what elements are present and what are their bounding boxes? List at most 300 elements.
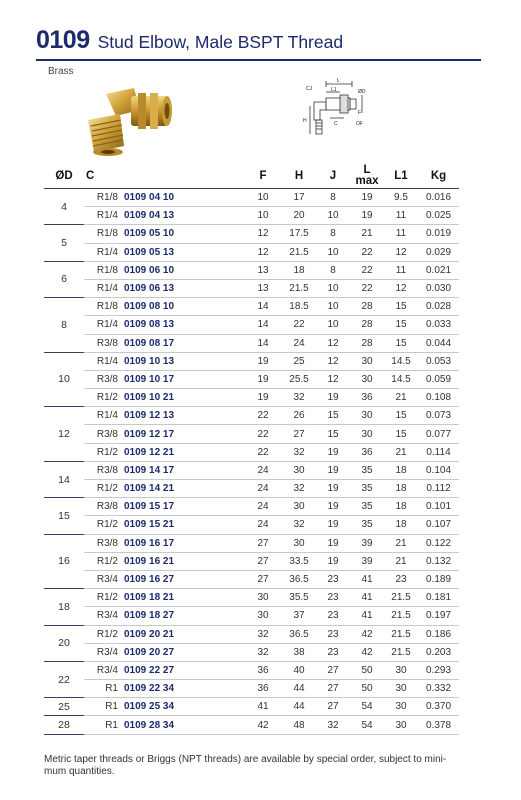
cell-l1: 30 (384, 716, 418, 734)
cell-f: 22 (244, 407, 282, 425)
cell-j: 19 (316, 498, 350, 516)
cell-c: R1/4 (84, 279, 124, 297)
page-header (36, 26, 343, 55)
cell-j: 12 (316, 334, 350, 352)
cell-article: 0109 15 21 (124, 516, 244, 534)
cell-c: R1 (84, 716, 124, 734)
cell-j: 27 (316, 680, 350, 698)
cell-c: R1/2 (84, 389, 124, 407)
cell-j: 27 (316, 661, 350, 679)
cell-article: 0109 10 17 (124, 370, 244, 388)
cell-kg: 0.293 (418, 661, 459, 679)
cell-j: 19 (316, 516, 350, 534)
cell-article: 0109 28 34 (124, 716, 244, 734)
cell-kg: 0.181 (418, 589, 459, 607)
product-title: Stud Elbow, Male BSPT Thread (97, 32, 344, 52)
cell-article: 0109 04 13 (124, 207, 244, 225)
cell-od: 6 (44, 261, 84, 297)
cell-h: 40 (282, 661, 316, 679)
cell-l1: 30 (384, 661, 418, 679)
cell-l-max: 39 (350, 534, 384, 552)
cell-l1: 18 (384, 516, 418, 534)
cell-h: 30 (282, 498, 316, 516)
table-row (44, 261, 459, 279)
cell-j: 12 (316, 370, 350, 388)
cell-l1: 23 (384, 570, 418, 588)
cell-c: R1 (84, 680, 124, 698)
cell-c: R1/8 (84, 189, 124, 207)
cell-l1: 30 (384, 698, 418, 716)
cell-od: 8 (44, 298, 84, 353)
cell-f: 36 (244, 661, 282, 679)
cell-f: 36 (244, 680, 282, 698)
technical-drawing (286, 76, 376, 146)
cell-od: 10 (44, 352, 84, 407)
cell-l1: 21 (384, 534, 418, 552)
table-row (44, 570, 459, 588)
table-row (44, 370, 459, 388)
cell-article: 0109 15 17 (124, 498, 244, 516)
cell-f: 24 (244, 498, 282, 516)
cell-l-max: 22 (350, 243, 384, 261)
cell-f: 42 (244, 716, 282, 734)
cell-od: 14 (44, 461, 84, 497)
col-kg: Kg (418, 164, 459, 189)
cell-l-max: 21 (350, 225, 384, 243)
cell-f: 10 (244, 189, 282, 207)
cell-h: 33.5 (282, 552, 316, 570)
cell-j: 10 (316, 207, 350, 225)
cell-c: R3/8 (84, 534, 124, 552)
cell-c: R1 (84, 698, 124, 716)
cell-l-max: 22 (350, 261, 384, 279)
cell-f: 30 (244, 607, 282, 625)
cell-c: R3/4 (84, 643, 124, 661)
cell-l1: 11 (384, 225, 418, 243)
cell-c: R3/8 (84, 370, 124, 388)
cell-l1: 15 (384, 334, 418, 352)
col-h: H (282, 164, 316, 189)
cell-c: R3/4 (84, 607, 124, 625)
cell-article: 0109 20 21 (124, 625, 244, 643)
cell-j: 23 (316, 625, 350, 643)
cell-f: 30 (244, 589, 282, 607)
cell-kg: 0.107 (418, 516, 459, 534)
table-row (44, 352, 459, 370)
table-row (44, 680, 459, 698)
dim-C: C (334, 121, 338, 127)
cell-c: R1/2 (84, 516, 124, 534)
cell-c: R1/2 (84, 443, 124, 461)
cell-h: 30 (282, 534, 316, 552)
cell-kg: 0.189 (418, 570, 459, 588)
cell-article: 0109 16 17 (124, 534, 244, 552)
cell-h: 48 (282, 716, 316, 734)
cell-l-max: 19 (350, 207, 384, 225)
cell-article: 0109 18 27 (124, 607, 244, 625)
cell-j: 8 (316, 261, 350, 279)
col-c: C (84, 164, 124, 189)
dim-L: L (337, 78, 340, 84)
cell-h: 37 (282, 607, 316, 625)
cell-j: 10 (316, 298, 350, 316)
cell-c: R3/8 (84, 498, 124, 516)
cell-article: 0109 06 13 (124, 279, 244, 297)
dim-CJ: CJ (306, 86, 313, 92)
cell-j: 23 (316, 643, 350, 661)
cell-h: 32 (282, 516, 316, 534)
cell-c: R1/8 (84, 261, 124, 279)
cell-c: R1/8 (84, 225, 124, 243)
col-f: F (244, 164, 282, 189)
cell-l1: 21.5 (384, 643, 418, 661)
cell-c: R3/8 (84, 425, 124, 443)
cell-j: 19 (316, 443, 350, 461)
cell-l-max: 30 (350, 370, 384, 388)
cell-h: 38 (282, 643, 316, 661)
cell-kg: 0.104 (418, 461, 459, 479)
cell-l1: 15 (384, 316, 418, 334)
cell-j: 19 (316, 552, 350, 570)
cell-j: 27 (316, 698, 350, 716)
cell-l-max: 35 (350, 498, 384, 516)
cell-article: 0109 10 21 (124, 389, 244, 407)
cell-f: 12 (244, 243, 282, 261)
cell-l1: 12 (384, 243, 418, 261)
cell-article: 0109 22 34 (124, 680, 244, 698)
cell-j: 23 (316, 570, 350, 588)
cell-l1: 21.5 (384, 607, 418, 625)
cell-c: R1/4 (84, 407, 124, 425)
dim-OF: OF (356, 121, 363, 127)
cell-article: 0109 12 13 (124, 407, 244, 425)
cell-j: 12 (316, 352, 350, 370)
cell-f: 12 (244, 225, 282, 243)
cell-kg: 0.016 (418, 189, 459, 207)
cell-kg: 0.033 (418, 316, 459, 334)
cell-article: 0109 10 13 (124, 352, 244, 370)
cell-kg: 0.112 (418, 480, 459, 498)
cell-l-max: 41 (350, 570, 384, 588)
cell-l1: 11 (384, 207, 418, 225)
cell-j: 10 (316, 243, 350, 261)
cell-od: 25 (44, 698, 84, 716)
cell-kg: 0.077 (418, 425, 459, 443)
cell-h: 35.5 (282, 589, 316, 607)
table-row (44, 443, 459, 461)
table-row (44, 461, 459, 479)
cell-j: 15 (316, 407, 350, 425)
cell-l-max: 22 (350, 279, 384, 297)
cell-f: 24 (244, 480, 282, 498)
cell-kg: 0.101 (418, 498, 459, 516)
table-row (44, 589, 459, 607)
cell-c: R1/4 (84, 316, 124, 334)
cell-kg: 0.029 (418, 243, 459, 261)
cell-l1: 9.5 (384, 189, 418, 207)
cell-h: 30 (282, 461, 316, 479)
cell-l1: 11 (384, 261, 418, 279)
cell-j: 15 (316, 425, 350, 443)
fitting-photo (76, 80, 176, 160)
cell-kg: 0.030 (418, 279, 459, 297)
cell-l1: 21 (384, 552, 418, 570)
cell-l-max: 36 (350, 443, 384, 461)
cell-article: 0109 14 21 (124, 480, 244, 498)
cell-h: 27 (282, 425, 316, 443)
cell-c: R3/8 (84, 334, 124, 352)
cell-l1: 14.5 (384, 370, 418, 388)
cell-kg: 0.186 (418, 625, 459, 643)
cell-l1: 18 (384, 498, 418, 516)
cell-l-max: 42 (350, 625, 384, 643)
cell-j: 32 (316, 716, 350, 734)
cell-l-max: 30 (350, 352, 384, 370)
table-row (44, 316, 459, 334)
cell-f: 22 (244, 425, 282, 443)
cell-j: 19 (316, 389, 350, 407)
product-code: 0109 (36, 26, 90, 54)
cell-article: 0109 08 10 (124, 298, 244, 316)
cell-kg: 0.370 (418, 698, 459, 716)
cell-l-max: 35 (350, 461, 384, 479)
col-od: ØD (44, 164, 84, 189)
cell-f: 19 (244, 370, 282, 388)
table-row (44, 389, 459, 407)
cell-f: 10 (244, 207, 282, 225)
cell-od: 28 (44, 716, 84, 734)
cell-l-max: 30 (350, 407, 384, 425)
cell-c: R1/2 (84, 552, 124, 570)
cell-l1: 21.5 (384, 589, 418, 607)
cell-kg: 0.132 (418, 552, 459, 570)
table-row (44, 661, 459, 679)
cell-l-max: 41 (350, 589, 384, 607)
table-row (44, 625, 459, 643)
cell-h: 36.5 (282, 625, 316, 643)
cell-f: 22 (244, 443, 282, 461)
cell-article: 0109 06 10 (124, 261, 244, 279)
table-row (44, 298, 459, 316)
cell-f: 14 (244, 298, 282, 316)
cell-l-max: 41 (350, 607, 384, 625)
cell-article: 0109 22 27 (124, 661, 244, 679)
cell-f: 19 (244, 352, 282, 370)
dim-L1: L1 (331, 87, 337, 93)
cell-l-max: 28 (350, 334, 384, 352)
col-article (124, 164, 244, 189)
table-row (44, 225, 459, 243)
table-body (44, 189, 459, 735)
cell-c: R3/4 (84, 661, 124, 679)
cell-h: 20 (282, 207, 316, 225)
cell-h: 36.5 (282, 570, 316, 588)
cell-l1: 18 (384, 480, 418, 498)
cell-kg: 0.053 (418, 352, 459, 370)
cell-c: R1/8 (84, 298, 124, 316)
cell-kg: 0.021 (418, 261, 459, 279)
cell-h: 25.5 (282, 370, 316, 388)
cell-c: R1/4 (84, 243, 124, 261)
cell-h: 17 (282, 189, 316, 207)
cell-h: 32 (282, 480, 316, 498)
cell-l-max: 50 (350, 680, 384, 698)
cell-article: 0109 25 34 (124, 698, 244, 716)
cell-l-max: 39 (350, 552, 384, 570)
cell-f: 14 (244, 316, 282, 334)
cell-od: 4 (44, 189, 84, 225)
cell-kg: 0.332 (418, 680, 459, 698)
cell-j: 8 (316, 225, 350, 243)
cell-f: 27 (244, 552, 282, 570)
table-row (44, 607, 459, 625)
cell-h: 26 (282, 407, 316, 425)
cell-od: 16 (44, 534, 84, 589)
table-row (44, 534, 459, 552)
cell-h: 18.5 (282, 298, 316, 316)
cell-l-max: 50 (350, 661, 384, 679)
cell-h: 32 (282, 389, 316, 407)
cell-article: 0109 05 10 (124, 225, 244, 243)
cell-od: 20 (44, 625, 84, 661)
cell-j: 19 (316, 480, 350, 498)
cell-kg: 0.059 (418, 370, 459, 388)
cell-h: 22 (282, 316, 316, 334)
cell-kg: 0.019 (418, 225, 459, 243)
cell-l1: 21 (384, 389, 418, 407)
cell-c: R1/4 (84, 352, 124, 370)
cell-h: 44 (282, 680, 316, 698)
cell-l1: 21.5 (384, 625, 418, 643)
cell-l1: 30 (384, 680, 418, 698)
cell-article: 0109 16 21 (124, 552, 244, 570)
table-row (44, 643, 459, 661)
cell-l1: 12 (384, 279, 418, 297)
footnote: Metric taper threads or Briggs (NPT threads) are available by special order, subject to mini-mum quantities. (44, 754, 447, 777)
cell-l-max: 19 (350, 189, 384, 207)
cell-l-max: 54 (350, 716, 384, 734)
cell-c: R3/4 (84, 570, 124, 588)
cell-kg: 0.025 (418, 207, 459, 225)
table-row (44, 716, 459, 734)
cell-l-max: 28 (350, 316, 384, 334)
cell-f: 27 (244, 570, 282, 588)
table-header-row (44, 164, 459, 189)
table-row (44, 498, 459, 516)
cell-l1: 15 (384, 425, 418, 443)
table-row (44, 425, 459, 443)
col-l1: L1 (384, 164, 418, 189)
cell-h: 21.5 (282, 243, 316, 261)
table-row (44, 552, 459, 570)
cell-l1: 15 (384, 407, 418, 425)
dimension-table (44, 164, 459, 735)
cell-kg: 0.122 (418, 534, 459, 552)
cell-l1: 14.5 (384, 352, 418, 370)
header-rule (36, 59, 481, 61)
cell-l-max: 35 (350, 480, 384, 498)
cell-kg: 0.378 (418, 716, 459, 734)
cell-f: 32 (244, 643, 282, 661)
cell-kg: 0.073 (418, 407, 459, 425)
cell-h: 44 (282, 698, 316, 716)
cell-kg: 0.114 (418, 443, 459, 461)
cell-h: 24 (282, 334, 316, 352)
cell-l1: 21 (384, 443, 418, 461)
cell-l-max: 42 (350, 643, 384, 661)
cell-l-max: 54 (350, 698, 384, 716)
dim-H: H (303, 118, 307, 124)
cell-h: 21.5 (282, 279, 316, 297)
table-row (44, 698, 459, 716)
cell-l-max: 35 (350, 516, 384, 534)
cell-l-max: 28 (350, 298, 384, 316)
material-label: Brass (48, 66, 74, 77)
table-row (44, 189, 459, 207)
cell-od: 15 (44, 498, 84, 534)
cell-j: 19 (316, 461, 350, 479)
table-row (44, 407, 459, 425)
cell-article: 0109 05 13 (124, 243, 244, 261)
cell-kg: 0.108 (418, 389, 459, 407)
cell-kg: 0.203 (418, 643, 459, 661)
cell-kg: 0.197 (418, 607, 459, 625)
table-row (44, 207, 459, 225)
cell-c: R1/2 (84, 480, 124, 498)
cell-c: R1/2 (84, 589, 124, 607)
cell-j: 19 (316, 534, 350, 552)
cell-od: 12 (44, 407, 84, 462)
cell-l1: 15 (384, 298, 418, 316)
table-row (44, 243, 459, 261)
table-row (44, 279, 459, 297)
cell-article: 0109 12 17 (124, 425, 244, 443)
cell-f: 19 (244, 389, 282, 407)
cell-h: 25 (282, 352, 316, 370)
cell-od: 18 (44, 589, 84, 625)
table-row (44, 480, 459, 498)
table-row (44, 334, 459, 352)
cell-j: 8 (316, 189, 350, 207)
cell-article: 0109 18 21 (124, 589, 244, 607)
cell-article: 0109 08 17 (124, 334, 244, 352)
cell-j: 10 (316, 279, 350, 297)
cell-od: 5 (44, 225, 84, 261)
dim-F: F (358, 110, 362, 116)
cell-c: R3/8 (84, 461, 124, 479)
col-j: J (316, 164, 350, 189)
cell-article: 0109 08 13 (124, 316, 244, 334)
cell-l-max: 36 (350, 389, 384, 407)
cell-h: 18 (282, 261, 316, 279)
cell-j: 10 (316, 316, 350, 334)
col-l-max: L max (350, 164, 384, 189)
cell-l1: 18 (384, 461, 418, 479)
cell-article: 0109 12 21 (124, 443, 244, 461)
cell-article: 0109 04 10 (124, 189, 244, 207)
cell-f: 24 (244, 461, 282, 479)
cell-j: 23 (316, 589, 350, 607)
cell-f: 41 (244, 698, 282, 716)
cell-article: 0109 16 27 (124, 570, 244, 588)
table-row (44, 516, 459, 534)
cell-c: R1/2 (84, 625, 124, 643)
dim-OD: ØD (358, 89, 366, 95)
cell-kg: 0.028 (418, 298, 459, 316)
cell-kg: 0.044 (418, 334, 459, 352)
cell-f: 32 (244, 625, 282, 643)
cell-f: 13 (244, 279, 282, 297)
